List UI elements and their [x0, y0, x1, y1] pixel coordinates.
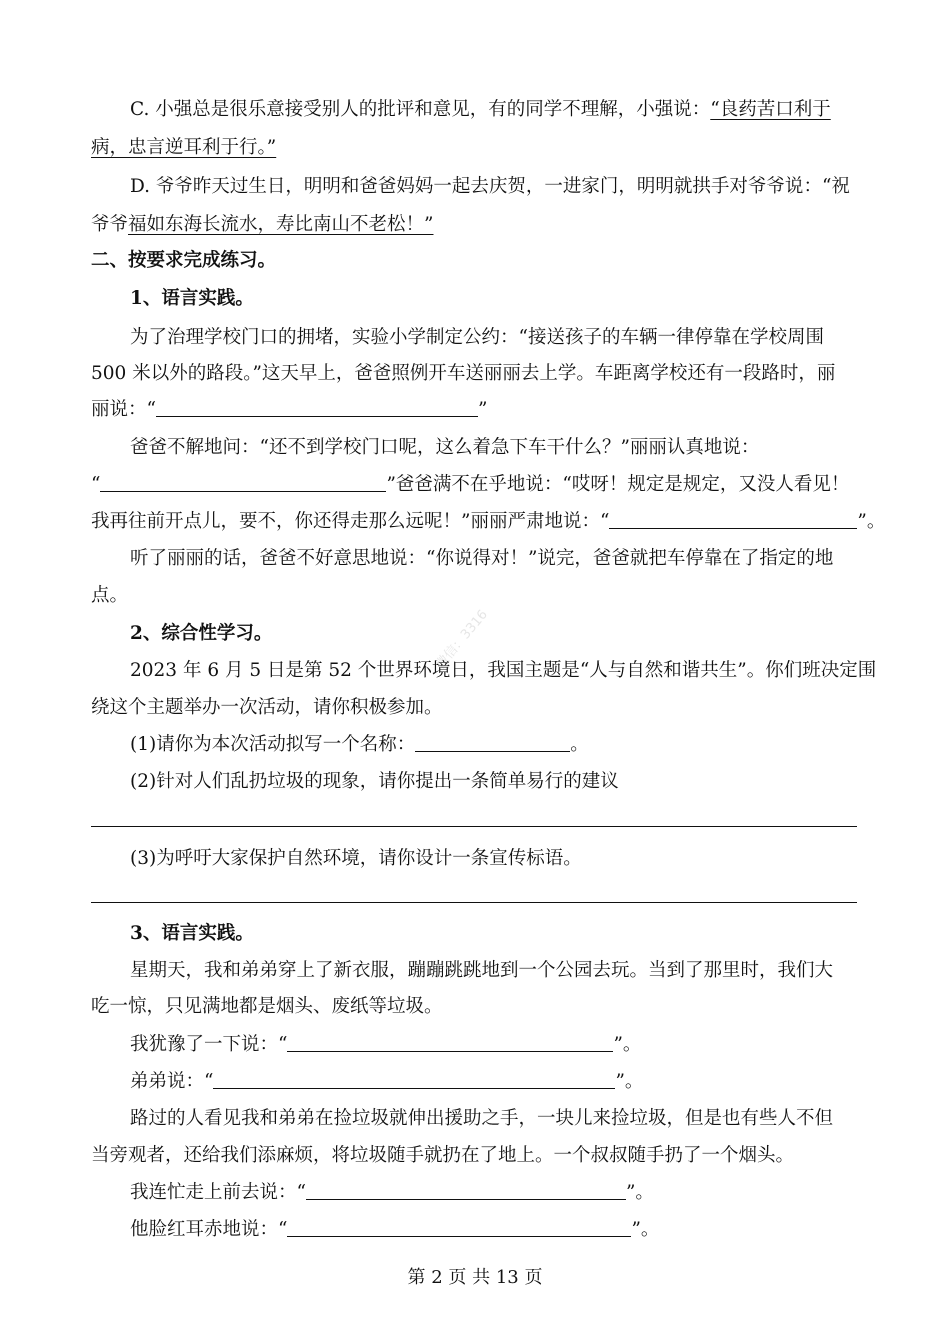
q2-title: 2、综合性学习。 — [130, 623, 273, 644]
answer-blank[interactable] — [415, 733, 570, 752]
answer-blank[interactable] — [213, 1070, 615, 1089]
q3-para1-line1: 星期天，我和弟弟穿上了新衣服，蹦蹦跳跳地到一个公园去玩。当到了那里时，我们大 — [130, 960, 834, 981]
section-2-heading: 二、按要求完成练习。 — [91, 250, 277, 271]
option-c-line2 — [91, 136, 859, 160]
q2-sub2: (2)针对人们乱扔垃圾的现象，请你提出一条简单易行的建议 — [130, 771, 619, 792]
q3-para2-line2: 当旁观者，还给我们添麻烦，将垃圾随手就扔在了地上。一个叔叔随手扔了一个烟头。 — [91, 1145, 795, 1166]
watermark: 微信：3316 — [433, 607, 491, 673]
option-c-quote-part1: “良药苦口利于 — [710, 99, 831, 120]
q2-sub1: (1)请你为本次活动拟写一个名称： 。 — [130, 734, 589, 755]
q3-title: 3、语言实践。 — [130, 923, 254, 944]
page-footer: 第 2 页 共 13 页 — [407, 1267, 543, 1288]
q1-para1-line2: 500 米以外的路段。”这天早上，爸爸照例开车送丽丽去上学。车距离学校还有一段路时，丽 — [91, 363, 836, 384]
q3-dialog3: 我连忙走上前去说：“ ”。 — [130, 1182, 654, 1203]
q3-para2-line1: 路过的人看见我和弟弟在捡垃圾就伸出援助之手，一块儿来捡垃圾，但是也有些人不但 — [130, 1108, 834, 1129]
q1-para1-line3: 丽说：“ ” — [91, 399, 488, 420]
q1-para2-line1: 爸爸不解地问：“还不到学校门口呢，这么着急下车干什么？”丽丽认真地说： — [130, 437, 760, 458]
option-c-line1: C. 小强总是很乐意接受别人的批评和意见，有的同学不理解，小强说：“良药苦口利于 — [130, 99, 831, 120]
q2-para1-line1: 2023 年 6 月 5 日是第 52 个世界环境日，我国主题是“人与自然和谐共生”。你们班决定围 — [130, 660, 877, 681]
answer-blank[interactable] — [100, 473, 386, 492]
answer-blank[interactable] — [609, 510, 857, 529]
q1-para3-line2: 点。 — [91, 585, 129, 606]
q2-sub3: (3)为呼吁大家保护自然环境，请你设计一条宣传标语。 — [130, 848, 582, 869]
q1-para3-line1: 听了丽丽的话，爸爸不好意思地说：“你说得对！”说完，爸爸就把车停靠在了指定的地 — [130, 548, 834, 569]
option-d-line1: D. 爷爷昨天过生日，明明和爸爸妈妈一起去庆贺，一进家门，明明就拱手对爷爷说：“祝 — [130, 176, 850, 197]
answer-blank[interactable] — [156, 398, 478, 417]
option-c-quote-part2: 病，忠言逆耳利于行。” — [91, 137, 277, 158]
answer-blank[interactable] — [306, 1181, 626, 1200]
answer-line[interactable] — [91, 902, 857, 903]
option-d-quote: 福如东海长流水，寿比南山不老松！” — [128, 214, 434, 235]
q3-dialog1: 我犹豫了一下说：“ ”。 — [130, 1034, 642, 1055]
answer-blank[interactable] — [287, 1033, 613, 1052]
q2-para1-line2: 绕这个主题举办一次活动，请你积极参加。 — [91, 697, 443, 718]
q1-para1-line1: 为了治理学校门口的拥堵，实验小学制定公约：“接送孩子的车辆一律停靠在学校周围 — [130, 327, 824, 348]
q1-para2-line3: 我再往前开点儿，要不，你还得走那么远呢！”丽丽严肃地说：“ ”。 — [91, 511, 886, 532]
option-d-line2: 爷爷福如东海长流水，寿比南山不老松！” — [91, 214, 434, 235]
q3-dialog4: 他脸红耳赤地说：“ ”。 — [130, 1219, 660, 1240]
answer-line[interactable] — [91, 826, 857, 827]
q1-title: 1、语言实践。 — [130, 288, 254, 309]
q3-dialog2: 弟弟说：“ ”。 — [130, 1071, 644, 1092]
q3-para1-line2: 吃一惊，只见满地都是烟头、废纸等垃圾。 — [91, 996, 443, 1017]
q1-para2-line2: “ ”爸爸满不在乎地说：“哎呀！规定是规定，又没人看见！ — [91, 474, 850, 495]
answer-blank[interactable] — [287, 1218, 631, 1237]
